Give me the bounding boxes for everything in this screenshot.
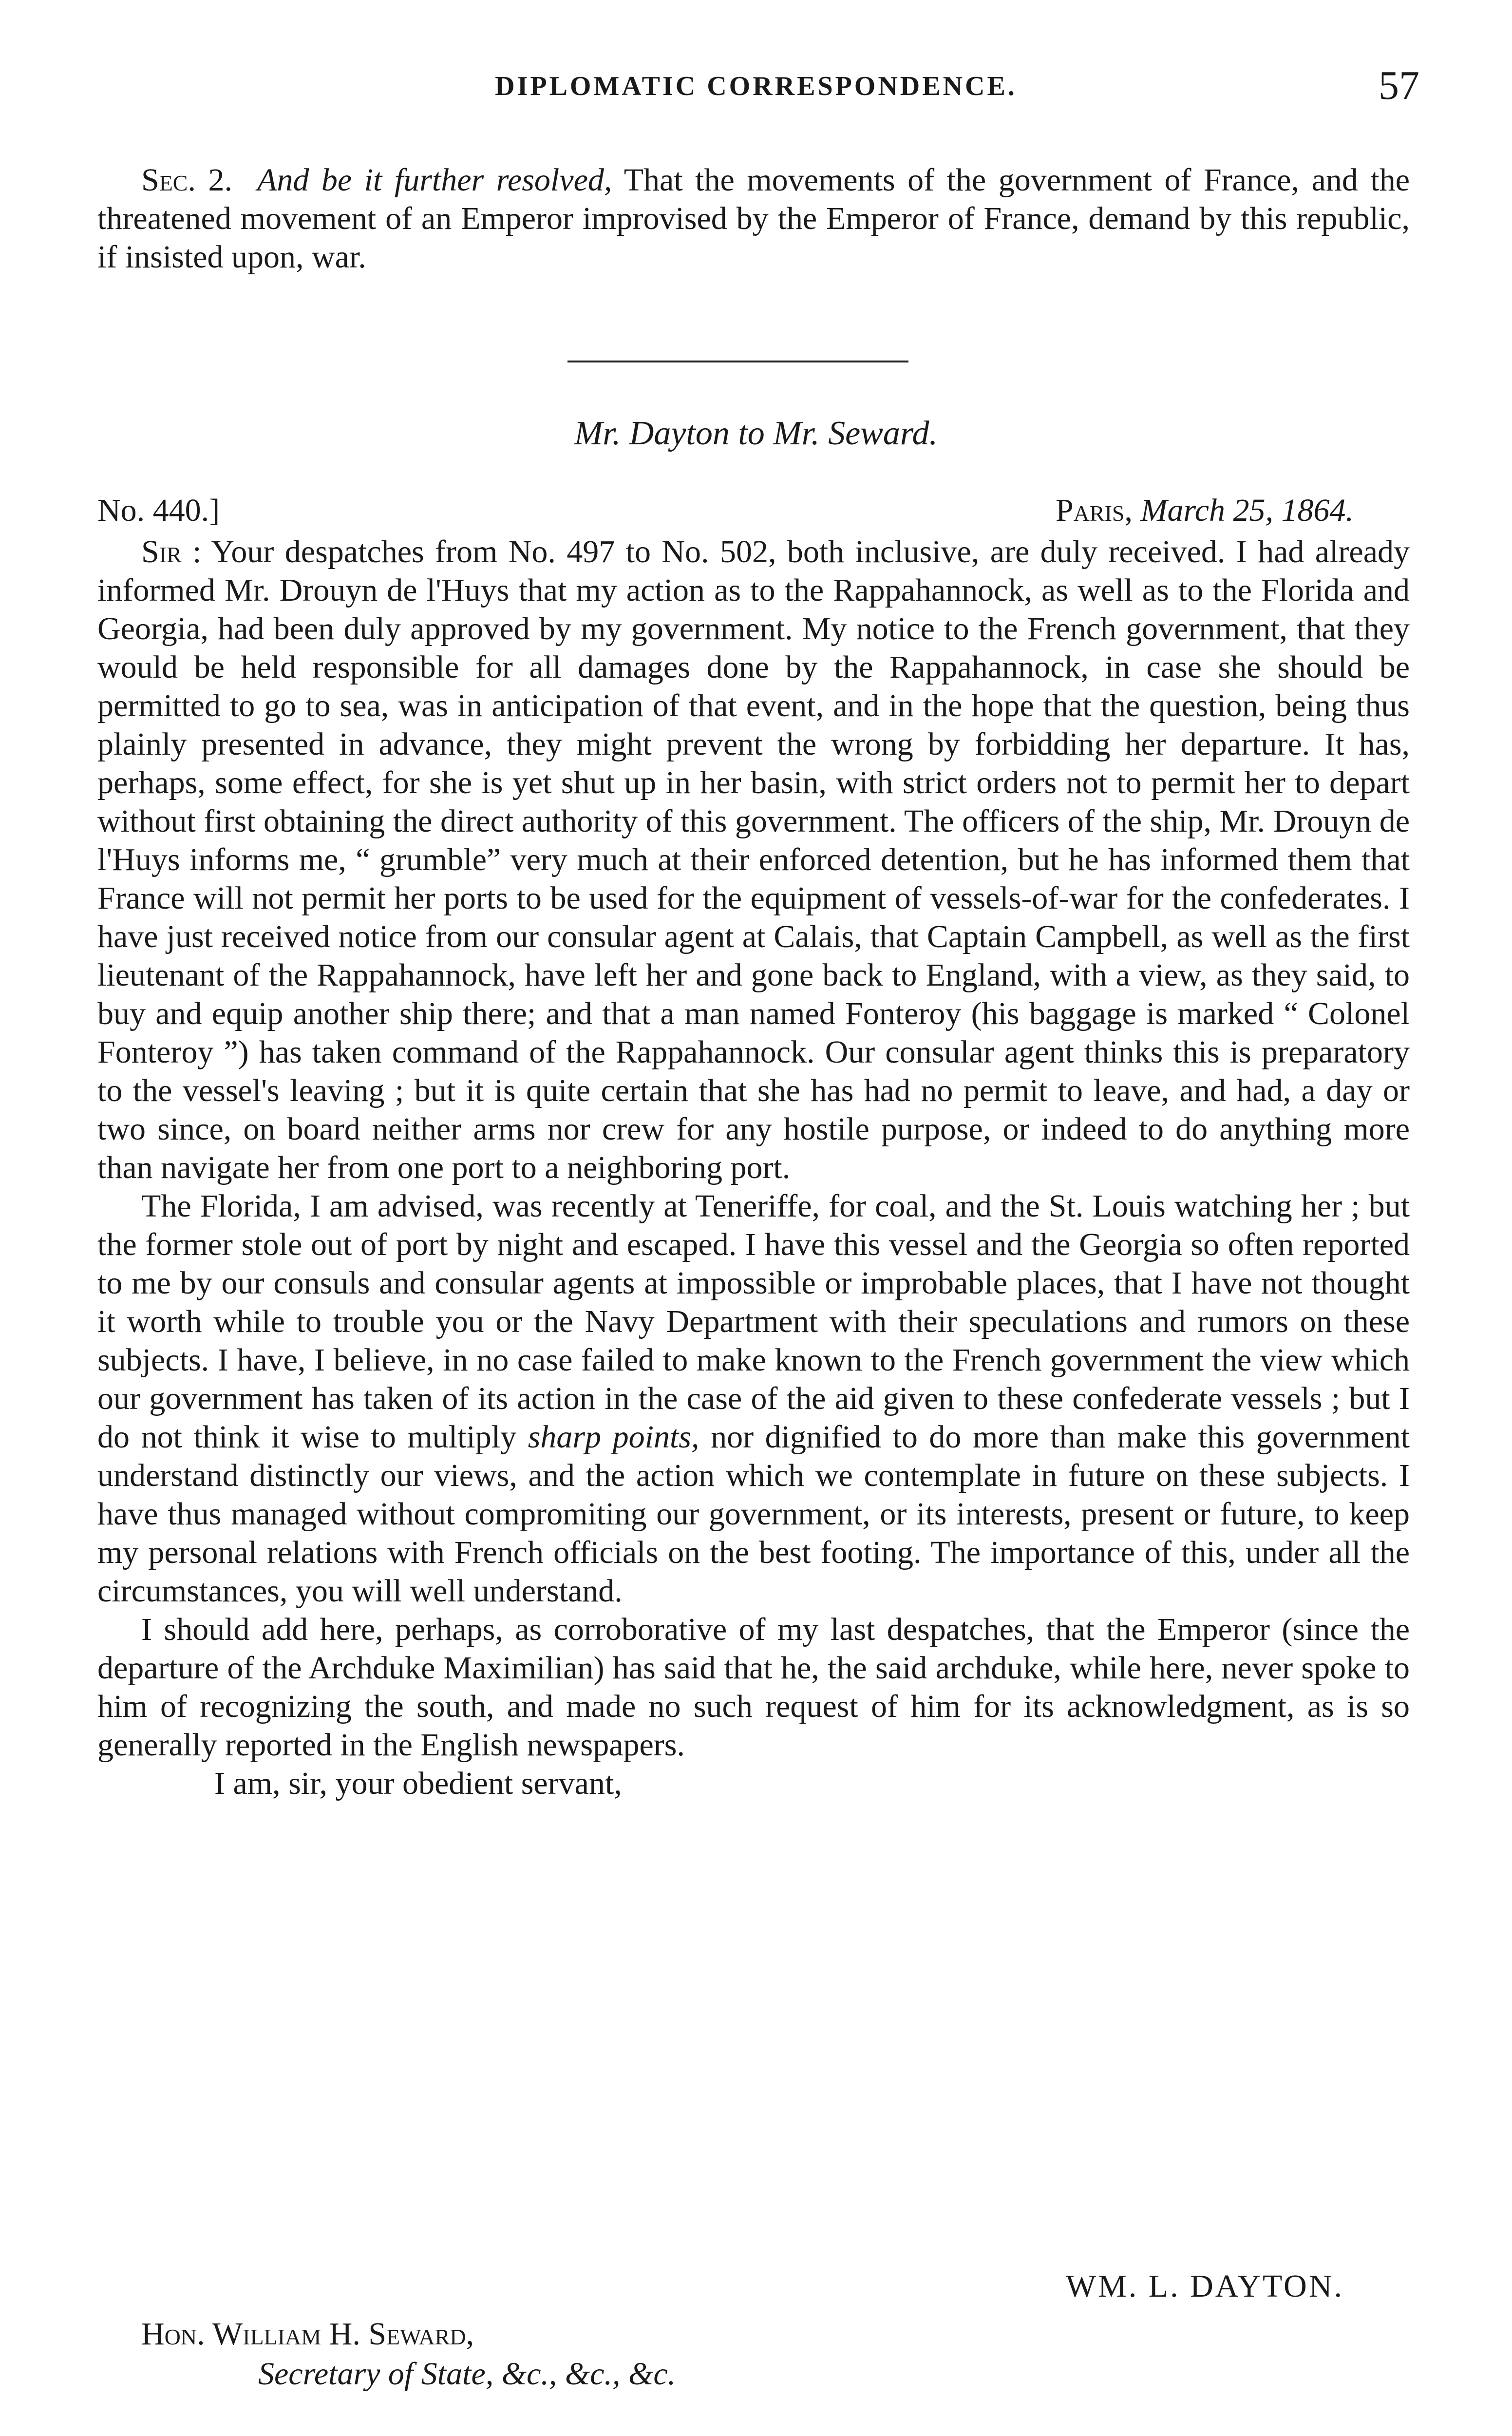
resolution-italic-lead: And be it further resolved, bbox=[257, 162, 612, 198]
dateline-date: March 25, 1864. bbox=[1140, 493, 1354, 528]
addressee-name: Hon. William H. Seward, bbox=[141, 2316, 474, 2352]
despatch-number: No. 440.] bbox=[97, 493, 220, 528]
paragraph-2-text-a: The Florida, I am advised, was recently at Teneriffe, for coal, and the St. Louis watching her ; but the former stole out of port by night and escaped. I have this vessel and the Georgia so often reported to me by our consuls and consular agents at impossible or improbable places, that I have not thought it worth while to trouble you or the Navy Department with their speculations and rumors on these subjects. I have, I believe, in no case failed to make known to the French government the view which our government has taken of its action in the case of the aid given to these confederate vessels ; but I do not think it wise to multiply bbox=[97, 1188, 1410, 1455]
section-label: Sec. 2. bbox=[141, 162, 233, 198]
salutation: Sir : bbox=[141, 534, 202, 570]
addressee-title: Secretary of State, &c., &c., &c. bbox=[258, 2356, 676, 2392]
resolution-paragraph bbox=[97, 161, 1410, 276]
addressee-block bbox=[141, 2314, 676, 2394]
letter-body bbox=[97, 533, 1410, 1803]
paragraph-2-text-b: nor dignified to do more than make this government understand distinctly our views, and the action which we contemplate in future on these subjects. bbox=[97, 1419, 1410, 1493]
letter-meta bbox=[97, 492, 1354, 529]
body-paragraph-3: I should add here, perhaps, as corroborative of my last despatches, that the Emperor (since the departure of the Archduke Maximilian) has said that he, the said archduke, while here, never spoke to him of recognizing the south, and made no such request of him for its acknowledgment, as is so generally reported in the English newspapers. bbox=[97, 1612, 1410, 1763]
letter-heading: Mr. Dayton to Mr. Seward. bbox=[574, 415, 938, 452]
page-number: 57 bbox=[1379, 63, 1419, 108]
running-title: DIPLOMATIC CORRESPONDENCE. bbox=[495, 71, 1017, 101]
resolution-text: That the movements of the government of France, and the threatened movement of an Emperor improvised by the Emperor of France, demand by this republic, if insisted upon, war. bbox=[97, 162, 1410, 275]
paragraph-2-italic: sharp points, bbox=[528, 1419, 699, 1455]
paragraph-1-text: Your despatches from No. 497 to No. 502, both inclusive, are duly received. I had already informed Mr. Drouyn de l'Huys that my action as to the Rappahannock, as well as to the Florida and Georgia, had been duly approved by my government. My notice to the French government, that they would be held responsible for all damages done by the Rappahannock, in case she should be permitted to go to sea, was in anticipation of that event, and in the hope that the question, being thus plainly presented in advance, they might prevent the wrong by forbidding her departure. It has, perhaps, some effect, for she is yet shut up in her basin, with strict orders not to permit her to depart without first obtaining the direct authority of this government. The officers of the ship, Mr. Drouyn de l'Huys informs me, “ grumble” very much at their enforced detention, but he has informed them that France will not permit her ports to be used for the equipment of vessels-of-war for the confederates. I have just received notice from our consular agent at Calais, that Captain Campbell, as well as the first lieutenant of the Rappahannock, have left her and gone back to England, with a view, as they said, to buy and equip another ship there; and that a man named Fonteroy (his baggage is marked “ Colonel Fonteroy ”) has taken command of the Rappahannock. Our consular agent thinks this is preparatory to the vessel's leaving ; but it is quite certain that she has had no permit to leave, and had, a day or two since, on board neither arms nor crew for any hostile purpose, or indeed to do anything more than navigate her from one port to a neighboring port. bbox=[97, 534, 1410, 1185]
resolution-section bbox=[97, 161, 1410, 276]
dateline-place: Paris, bbox=[1055, 493, 1133, 528]
signature: WM. L. DAYTON. bbox=[1065, 2268, 1344, 2304]
closing-line: I am, sir, your obedient servant, bbox=[214, 1766, 622, 1801]
section-divider bbox=[567, 361, 908, 362]
body-paragraph-2 bbox=[97, 1187, 1410, 1610]
dateline bbox=[1056, 492, 1354, 529]
running-header bbox=[93, 63, 1419, 114]
body-paragraph-1 bbox=[97, 533, 1410, 1187]
paragraph-2-text-c: I have thus managed without compromiting our government, or its interests, present or future, to keep my personal relations with French officials on the best footing. The importance of this, under all the circumstances, you will well understand. bbox=[97, 1458, 1410, 1609]
